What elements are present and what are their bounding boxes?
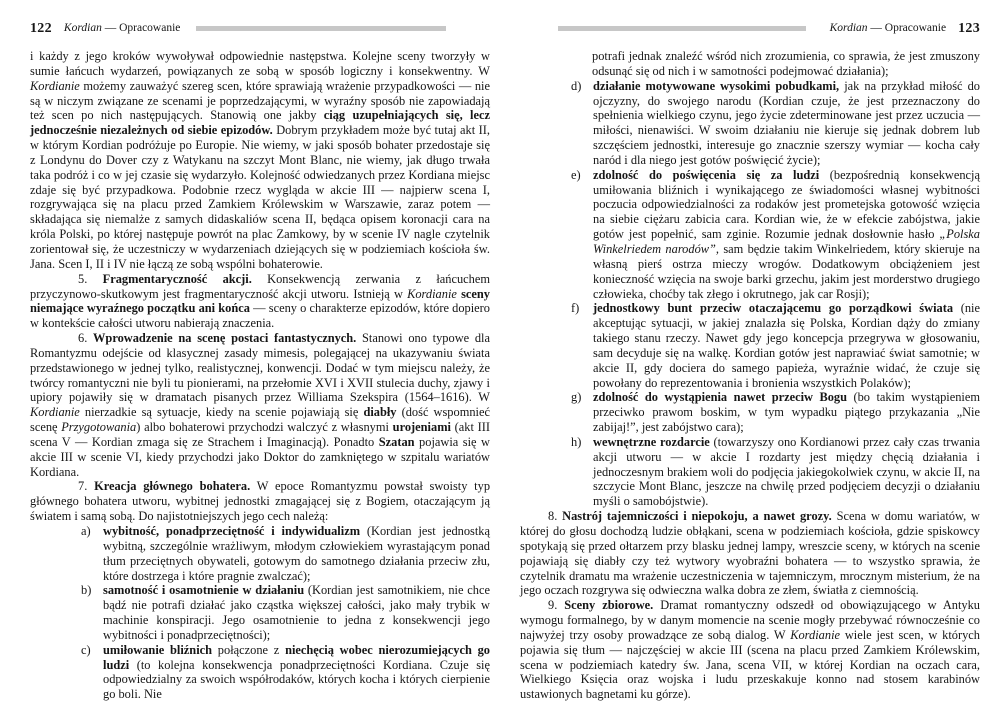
text-segment: (akt III scena V — Kordian zmaga się ze Strachem i Imaginacją). Ponadto xyxy=(30,420,490,449)
list-item xyxy=(520,168,980,302)
text-segment: połączone z xyxy=(212,642,286,657)
text-segment: Sceny zbiorowe. xyxy=(564,598,654,613)
page-left-body xyxy=(30,49,490,702)
text-segment: 9. xyxy=(548,598,565,613)
text-segment: (to kolejna konsekwencja ponadprzeciętności Kordiana. Czuje się odpowiedzialny za swoich współrodaków, których kocha i których cierpienie go boli. Nie xyxy=(103,657,490,702)
text-segment: i każdy z jego kroków wywoływał odpowiednie następstwa. Kolejne sceny tworzyły w sumie łańcuch wydarzeń, powiązanych ze sobą w sposób logiczny i konsekwentny. W xyxy=(30,49,490,78)
page-left xyxy=(30,21,490,702)
list-label: b) xyxy=(81,583,92,598)
text-segment: ) albo bohaterowi przychodzi walczyć z własnymi xyxy=(136,420,393,435)
paragraph xyxy=(30,49,490,272)
page-left-header xyxy=(30,21,490,36)
text-segment: Kordian xyxy=(829,22,868,34)
text-segment: (bo takim wystąpieniem przeciwko prawom boskim, w tym wypadku piątego przykazania „Nie zabijaj!”, jest zabójstwo cara); xyxy=(593,390,980,435)
text-segment: 6. xyxy=(78,331,94,346)
text-segment: — sceny o charakterze epizodów, które dopiero w kontekście całości utworu nabierają znaczenia. xyxy=(30,301,490,331)
text-segment: niechęcią wobec nierozumiejących go ludzi xyxy=(103,642,491,672)
text-segment: Dramat romantyczny odszedł od obowiązującego w Antyku wymogu formalnego, by w danym momencie na scenie mogły przebywać równocześnie co najwyżej trzy osoby prowadzące ze sobą dialog. W xyxy=(520,598,980,642)
text-segment: sceny niemające wyraźnego początku ani końca xyxy=(30,286,490,316)
paragraph xyxy=(520,598,980,702)
text-segment: 8. xyxy=(548,509,563,524)
list-item xyxy=(30,524,490,583)
text-segment: diabły xyxy=(363,405,397,420)
text-segment: samotność i osamotnienie w działaniu xyxy=(103,583,305,598)
list-label: a) xyxy=(81,524,91,538)
text-segment: (Kordian jest jednostką wybitną, szczególnie wrażliwym, młodym człowiekiem wyrastającym ponad tłum przeciętnych obywateli, gotowym do samotnego działania przeciw złu, które dostrzega i które pragnie zwalczać); xyxy=(103,524,490,583)
list-label: f) xyxy=(571,301,580,316)
text-segment: 7. xyxy=(78,479,95,494)
list-item xyxy=(520,301,980,390)
text-segment: W epoce Romantyzmu powstał swoisty typ głównego bohatera utworu, wybitnej jednostki zmagającej się z Bogiem, otaczającym ją światem i samą sobą. Do najistotniejszych jego cech należą: xyxy=(30,479,491,524)
text-segment: Kordianie xyxy=(790,627,841,642)
paragraph xyxy=(30,272,490,331)
text-segment: Kordianie xyxy=(30,78,80,93)
header-rule-right xyxy=(558,26,806,31)
list-label: d) xyxy=(571,78,582,93)
page-number-right: 123 xyxy=(958,21,980,36)
text-segment: Konsekwencją zerwania z łańcuchem przyczynowo-skutkowym jest fragmentaryczność akcji utworu. Istnieją w xyxy=(30,271,490,301)
paragraph xyxy=(520,49,980,79)
header-rule-left xyxy=(196,26,446,31)
text-segment: (towarzyszy ono Kordianowi przez cały czas trwania akcji utworu — w akcie I rozdarty jest między chęcią działania i jednoczesnym brakiem woli do podjęcia jakiegokolwiek czynu, w akcie II, na szczycie Mont Blanc, jeszcze na chwilę przed podjęciem decyzji o działaniu myśli o samobójstwie). xyxy=(593,434,980,509)
text-segment: (dość wspomnieć scenę xyxy=(30,405,490,435)
text-segment: działanie motywowane wysokimi pobudkami, xyxy=(593,78,840,93)
text-segment: Dobrym przykładem może być tutaj akt II, w którym Kordian podróżuje po Europie. Nie wiemy, w jaki sposób bohater przedostaje się z Londynu do Dover czy z Watykanu na szczyt Mont Blanc, nie wiemy, jak długo trwała taka podróż i co w jej czasie się wydarzyło. Kolejność odwiedzanych przez Kordiana miejsc zdaje się być przypadkowa. Podobnie rzecz wygląda w akcie III — najpierw scena I, rozgrywająca się na placu przed Zamkiem Królewskim w Warszawie, zaraz potem — składająca się niemalże z samych didaskaliów scena II, będąca opisem koronacji cara na króla Polski, po której następuje powrót na plac Zamkowy, by w scenie IV nagle czytelnik zorientował się, że uczestniczy w wydarzeniach dziejących się w podziemiach kościoła św. Jana. Scen I, II i IV nie łączą ze sobą wspólni bohaterowie. xyxy=(30,123,491,271)
list-item xyxy=(520,435,980,509)
text-segment: sam będzie takim Winkelriedem, który skieruje na własną pierś ostrza mieczy wrogów. Dodatkowym obciążeniem jest konieczność wzięcia na swoje barki grzechu, jakim jest morderstwo drugiego człowieka, choćby tak złego i okrutnego, jak car Rosji); xyxy=(593,241,980,301)
list-item xyxy=(520,79,980,168)
text-segment: pojawia się w akcie III w scenie VI, kiedy przychodzi jako Doktor do zamkniętego w szpitalu wariatów Kordiana. xyxy=(30,434,490,479)
text-segment: urojeniami xyxy=(392,420,451,435)
text-segment: wewnętrzne rozdarcie xyxy=(593,434,710,449)
list-label: c) xyxy=(81,642,91,657)
text-segment: 5. xyxy=(78,271,103,286)
text-segment: jednostkowy bunt przeciw otaczającemu go porządkowi świata xyxy=(593,301,954,316)
text-segment: Fragmentaryczność akcji. xyxy=(102,271,252,286)
text-segment: Wprowadzenie na scenę postaci fantastycznych. xyxy=(93,331,357,346)
paragraph xyxy=(520,509,980,598)
list-item xyxy=(30,643,490,702)
text-segment: wiele jest scen, w których pojawia się tłum — najczęściej w akcie III (scena na placu przed Zamkiem Królewskim, scena w podziemiach katedry św. Jana, scena VII, w której Kordian na oczach cara, Wielkiego Księcia oraz wojska i ludu przeskakuje konno nad stosem karabinów ustawionych bagnetami ku górze). xyxy=(520,627,980,702)
page-right-body xyxy=(520,49,980,702)
list-label: g) xyxy=(571,390,582,405)
text-segment: (Kordian jest samotnikiem, nie chce bądź nie potrafi działać jako cząstka większej całości, jako mały trybik w machinie konspiracji. Jego osamotnienie to jedna z konsekwencji jego wybitności i ponadprzeciętności); xyxy=(103,583,490,642)
text-segment: potrafi jednak znaleźć wśród nich zrozumienia, co sprawia, że jest zmuszony odsunąć się od nich i w samotności podejmować działania); xyxy=(592,49,980,78)
text-segment: jak na przykład miłość do ojczyzny, do swojego narodu (Kordian czuje, że jest przeznaczony do spełnienia wielkiego czynu, jego życie zdeterminowane jest przez uczucia — miłości, nienawiści. W swoim działaniu nie kieruje się jednak dobrem lub szczęściem jednostki, interesuje go znacznie szerszy wymiar — kocha cały naród i dla niego jest gotów poświęcić życie); xyxy=(593,78,980,167)
text-segment: „Polska Winkelriedem narodów”, xyxy=(593,227,980,256)
page-right xyxy=(520,21,980,702)
text-segment: (bezpośrednią konsekwencją umiłowania bliźnich i wynikającego ze świadomości własnej wybitności poczucia odpowiedzialności za rodaków jest prometejska gotowość wzięcia na siebie ciężaru zabicia cara. Kordian wie, że w efekcie zabójstwa, jakie gotów jest popełnić, sam zginie. Rozumie jednak dosłownie hasło xyxy=(593,167,980,242)
list-item xyxy=(520,390,980,435)
text-segment: (nie akceptując sytuacji, w jakiej znalazła się Polska, Kordian dąży do zmiany takiego stanu rzeczy. Nawet gdy jego koncepcja przegrywa w głosowaniu, sam decyduje się na walkę. Kordian gotów jest naprawiać świat samotnie; w akcie II, gdy dociera do samego papieża, wyraźnie widać, że czuje się powołany do reprezentowania i bronienia wszystkich Polaków); xyxy=(593,301,980,390)
text-segment: — Opracowanie xyxy=(101,22,181,34)
text-segment: ciąg uzupełniających się, lecz jednocześnie niezależnych od siebie epizodów. xyxy=(30,108,490,138)
text-segment: zdolność do wystąpienia nawet przeciw Bogu xyxy=(593,390,848,405)
list-item xyxy=(30,583,490,642)
text-segment: Stanowi ono typowe dla Romantyzmu odejście od klasycznej zasady mimesis, polegającej na ukazywaniu świata przedstawionego w jednej tylko, realistycznej, konwencji. Dodać w tym miejscu należy, że twórcy romantyczni nie byli tu pionierami, na przełomie XVI i XVII stulecia duchy, zjawy i upiory pojawiły się w dramatach pisanych przez Williama Szekspira (1564–1616). W xyxy=(30,331,490,405)
text-segment: możemy zauważyć szereg scen, które sprawiają wrażenie przypadkowości — nie są w niczym związane ze scenami je poprzedzającymi, w wyraźny sposób nie zapowiadają też scen po nich następujących. Stanowią one jakby xyxy=(30,78,490,123)
text-segment: Szatan xyxy=(378,434,415,449)
text-segment: zdolność do poświęcenia się za ludzi xyxy=(593,167,820,182)
text-segment: wybitność, ponadprzeciętność i indywidualizm xyxy=(103,524,361,538)
text-segment: Kordianie xyxy=(30,405,80,420)
list-label: e) xyxy=(571,167,581,182)
running-title-right xyxy=(830,21,946,36)
text-segment: — Opracowanie xyxy=(867,22,947,34)
text-segment: umiłowanie bliźnich xyxy=(103,642,213,657)
running-title-left xyxy=(64,21,180,36)
text-segment: Przygotowania xyxy=(61,420,137,435)
page-number-left: 122 xyxy=(30,21,52,36)
text-segment: Scena w domu wariatów, w której do głosu dochodzą ludzie obłąkani, scena w podziemiach kościoła, gdzie spiskowcy spotykają się przed ołtarzem przy blasku jednej lampy, wreszcie sceny, w których na scenie pojawiają się diabły czy też wytwory wyobraźni bohatera — to wszystko sprawia, że czytelnik dramatu ma wrażenie uczestniczenia w tajemniczym, mrocznym misterium, że na jego oczach rozgrywa się odwieczna walka dobra ze złem, światła z ciemnością. xyxy=(520,509,980,598)
text-segment: Kreacja głównego bohatera. xyxy=(94,479,251,494)
paragraph xyxy=(30,479,490,524)
text-segment: Kordianie xyxy=(407,286,457,301)
text-segment: Nastrój tajemniczości i niepokoju, a nawet grozy. xyxy=(562,509,832,524)
page-right-header xyxy=(520,21,980,36)
list-label: h) xyxy=(571,434,582,449)
text-segment: Kordian xyxy=(63,22,102,34)
paragraph xyxy=(30,331,490,479)
text-segment: nierzadkie są sytuacje, kiedy na scenie pojawiają się xyxy=(79,405,364,420)
